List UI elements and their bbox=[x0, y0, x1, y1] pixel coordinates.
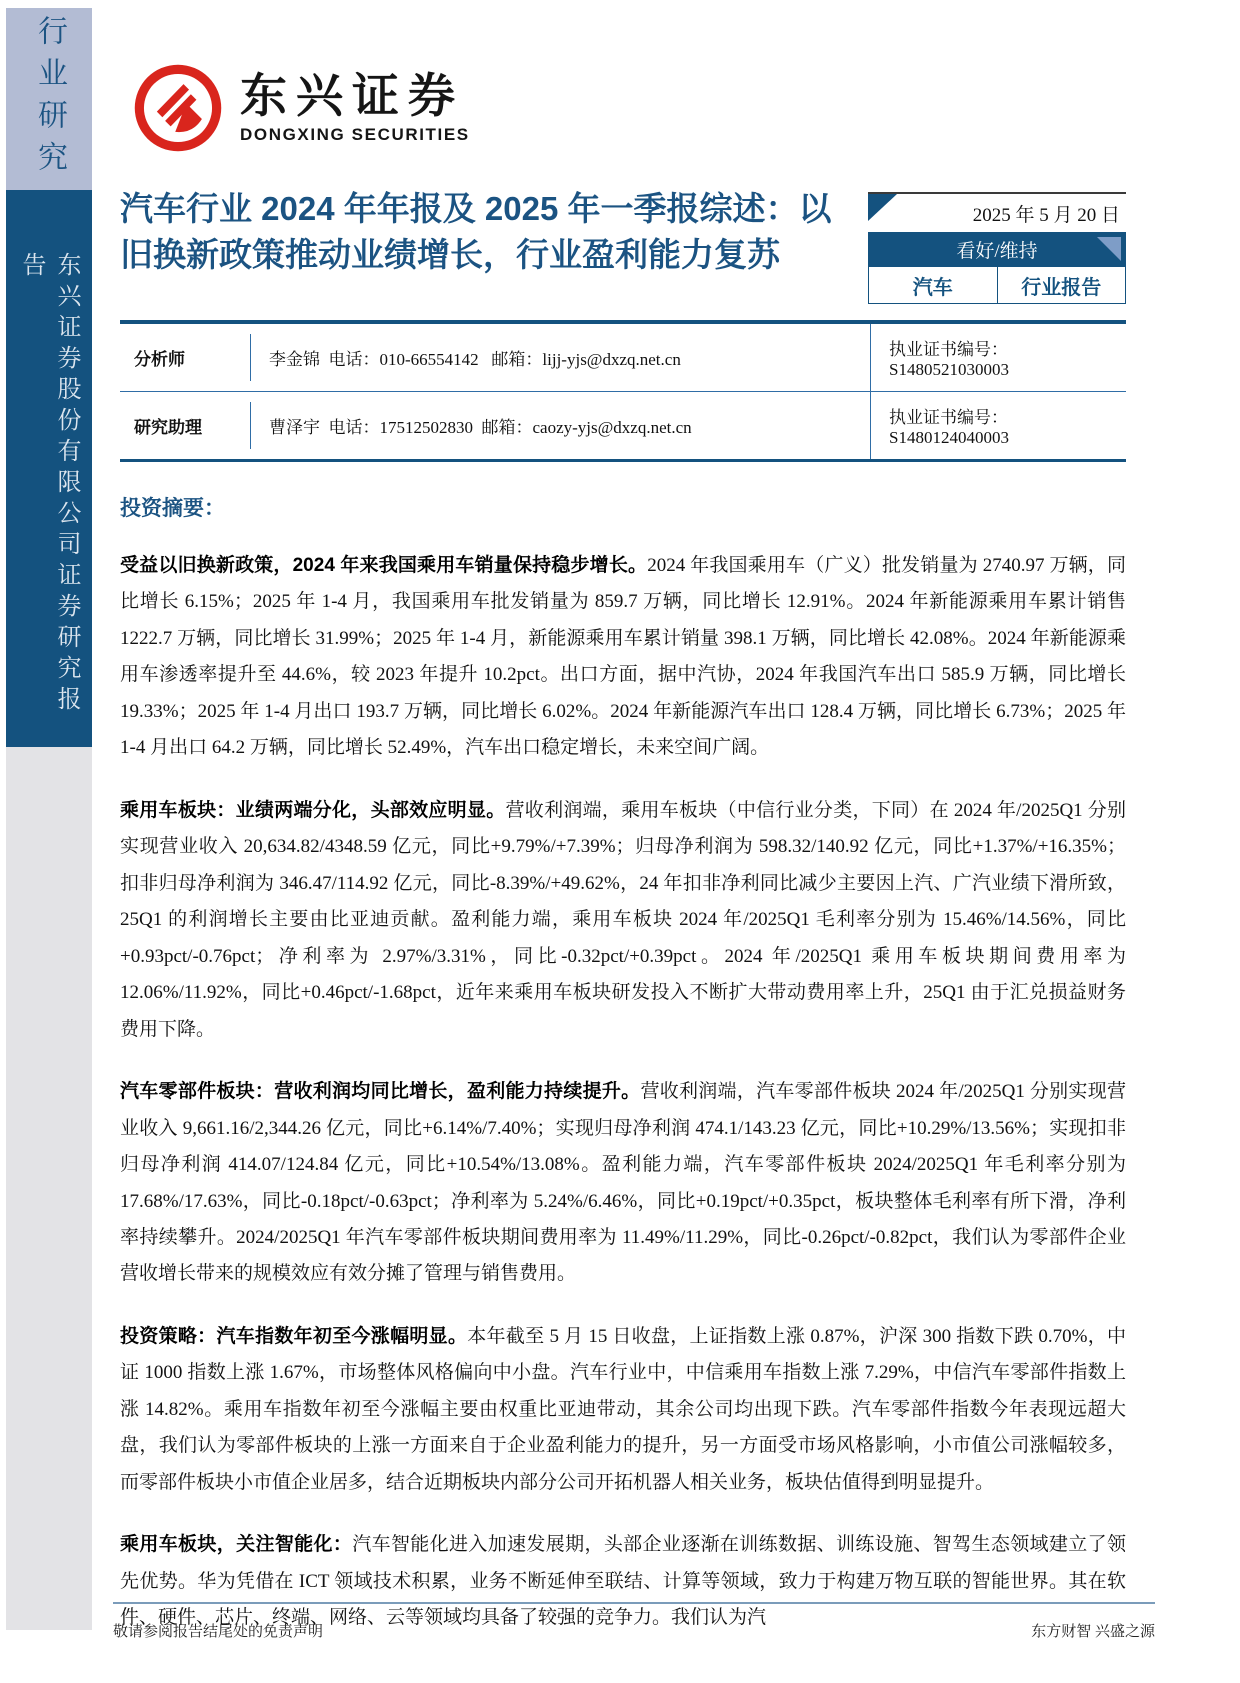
brand-header bbox=[120, 52, 1126, 164]
report-type-label: 行业报告 bbox=[997, 267, 1126, 303]
sidebar-industry-research-label: 行业研究 bbox=[33, 15, 66, 183]
analyst-table bbox=[120, 320, 1126, 462]
title-row bbox=[120, 186, 1126, 304]
brand-name-cn: 东兴证券 bbox=[240, 69, 464, 123]
paragraph-lead: 汽车零部件板块：营收利润均同比增长，盈利能力持续提升。 bbox=[120, 1081, 641, 1103]
paragraph-lead: 乘用车板块，关注智能化： bbox=[120, 1534, 353, 1556]
sidebar-company-report-label: 东兴证券股份有限公司证券研究报告 bbox=[18, 252, 79, 717]
assistant-contact: 曹泽宇 电话：17512502830 邮箱：caozy-yjs@dxzq.net.cn bbox=[250, 402, 870, 449]
industry-report-cells bbox=[868, 266, 1126, 304]
industry-label: 汽车 bbox=[912, 276, 953, 299]
analyst-certificate: 执业证书编号：S1480521030003 bbox=[870, 324, 1126, 391]
summary-paragraph bbox=[120, 793, 1126, 1048]
paragraph-lead: 受益以旧换新政策，2024 年来我国乘用车销量保持稳步增长。 bbox=[120, 555, 648, 576]
corner-triangle-icon bbox=[868, 194, 897, 221]
summary-heading: 投资摘要： bbox=[120, 497, 225, 520]
paragraph-body: 本年截至 5 月 15 日收盘，上证指数上涨 0.87%，沪深 300 指数下跌 0.70%，中证 1000 指数上涨 1.67%，市场整体风格偏向中小盘。汽车行业中，中信乘用车指数上涨 7.29%，中信汽车零部件指数上涨 14.82%。乘用车指数年初至今涨幅主要由权重比亚迪带动，其余公司均出现下跌。汽车零部件指数今年表现远超大盘，我们认为零部件板块的上涨一方面来自于企业盈利能力的提升，另一方面受市场风格影响，小市值公司涨幅较多，而零部件板块小市值企业居多，结合近期板块内部分公司开拓机器人相关业务，板块估值得到明显提升。 bbox=[120, 1325, 1127, 1493]
page-footer bbox=[113, 1602, 1155, 1641]
paragraph-body: 汽车智能化进入加速发展期，头部企业逐渐在训练数据、训练设施、智驾生态领域建立了领先优势。华为凭借在 ICT 领域技术积累，业务不断延伸至联结、计算等领域，致力于构建万物互联的智能世界。其在软件、硬件、芯片、终端、网络、云等领域均具备了较强的竞争力。我们认为汽 bbox=[120, 1534, 1126, 1629]
report-date-row bbox=[868, 192, 1126, 232]
report-meta-box bbox=[868, 192, 1126, 304]
summary-paragraph bbox=[120, 1319, 1126, 1501]
brand-text bbox=[240, 71, 470, 144]
analyst-contact: 李金锦 电话：010-66554142 邮箱：lijj-yjs@dxzq.net.cn bbox=[250, 334, 870, 381]
paragraph-lead: 投资策略：汽车指数年初至今涨幅明显。 bbox=[120, 1325, 468, 1347]
summary-paragraphs bbox=[120, 548, 1126, 1637]
rating-label: 看好/维持 bbox=[956, 240, 1038, 262]
sidebar bbox=[6, 8, 92, 1630]
rating-banner bbox=[868, 232, 1126, 266]
summary-paragraph bbox=[120, 548, 1126, 767]
assistant-role: 研究助理 bbox=[134, 418, 202, 437]
paragraph-body: 营收利润端，汽车零部件板块 2024 年/2025Q1 分别实现营业收入 9,661.16/2,344.26 亿元，同比+6.14%/7.40%；实现归母净利润 474.1/143.23 亿元，同比+10.29%/13.56%；实现扣非归母净利润 414.07/124.84 亿元，同比+10.54%/13.08%。盈利能力端，汽车零部件板块 2024/2025Q1 年毛利率分别为 17.68%/17.63%，同比-0.18pct/-0.63pct；净利率为 5.24%/6.46%，同比+0.19pct/+0.35pct，板块整体毛利率有所下滑，净利率持续攀升。2024/2025Q1 年汽车零部件板块期间费用率为 11.49%/11.29%，同比-0.26pct/-0.82pct，我们认为零部件企业营收增长带来的规模效应有效分摊了管理与销售费用。 bbox=[120, 1081, 1126, 1285]
main-content bbox=[120, 0, 1126, 1637]
table-row bbox=[120, 391, 1126, 459]
paragraph-lead: 乘用车板块：业绩两端分化，头部效应明显。 bbox=[120, 799, 506, 821]
corner-triangle-light-icon bbox=[1097, 237, 1121, 261]
dongxing-logo-icon bbox=[132, 62, 224, 154]
footer-slogan: 东方财智 兴盛之源 bbox=[1031, 1624, 1155, 1640]
summary-paragraph bbox=[120, 1074, 1126, 1293]
sidebar-industry-research-box bbox=[6, 8, 92, 190]
assistant-certificate: 执业证书编号：S1480124040003 bbox=[870, 392, 1126, 459]
report-date: 2025 年 5 月 20 日 bbox=[972, 204, 1120, 226]
sidebar-gray-strip bbox=[6, 747, 92, 1630]
analyst-role: 分析师 bbox=[134, 350, 185, 369]
page-title: 汽车行业 2024 年年报及 2025 年一季报综述：以旧换新政策推动业绩增长，行业盈利能力复苏 bbox=[120, 190, 832, 273]
paragraph-body: 营收利润端，乘用车板块（中信行业分类，下同）在 2024 年/2025Q1 分别实现营业收入 20,634.82/4348.59 亿元，同比+9.79%/+7.39%；归母净利润为 598.32/140.92 亿元，同比+1.37%/+16.35%；扣非归母净利润为 346.47/114.92 亿元，同比-8.39%/+49.62%，24 年扣非净利同比减少主要因上汽、广汽业绩下滑所致，25Q1 的利润增长主要由比亚迪贡献。盈利能力端，乘用车板块 2024 年/2025Q1 毛利率分别为 15.46%/14.56%，同比+0.93pct/-0.76pct；净利率为 2.97%/3.31%，同比-0.32pct/+0.39pct。2024 年/2025Q1 乘用车板块期间费用率为 12.06%/11.92%，同比+0.46pct/-1.68pct，近年来乘用车板块研发投入不断扩大带动费用率上升，25Q1 由于汇兑损益财务费用下降。 bbox=[120, 799, 1126, 1040]
paragraph-body: 2024 年我国乘用车（广义）批发销量为 2740.97 万辆，同比增长 6.15%；2025 年 1-4 月，我国乘用车批发销量为 859.7 万辆，同比增长 12.91%。2024 年新能源乘用车累计销售 1222.7 万辆，同比增长 31.99%；2025 年 1-4 月，新能源乘用车累计销量 398.1 万辆，同比增长 42.08%。2024 年新能源乘用车渗透率提升至 44.6%，较 2023 年提升 10.2pct。出口方面，据中汽协，2024 年我国汽车出口 585.9 万辆，同比增长 19.33%；2025 年 1-4 月出口 193.7 万辆，同比增长 6.02%。2024 年新能源汽车出口 128.4 万辆，同比增长 6.73%；2025 年 1-4 月出口 64.2 万辆，同比增长 52.49%，汽车出口稳定增长，未来空间广阔。 bbox=[120, 555, 1126, 759]
sidebar-company-report-box bbox=[6, 190, 92, 747]
footer-disclaimer: 敬请参阅报告结尾处的免责声明 bbox=[113, 1624, 324, 1640]
brand-name-en: DONGXING SECURITIES bbox=[240, 124, 470, 144]
table-row bbox=[120, 324, 1126, 391]
